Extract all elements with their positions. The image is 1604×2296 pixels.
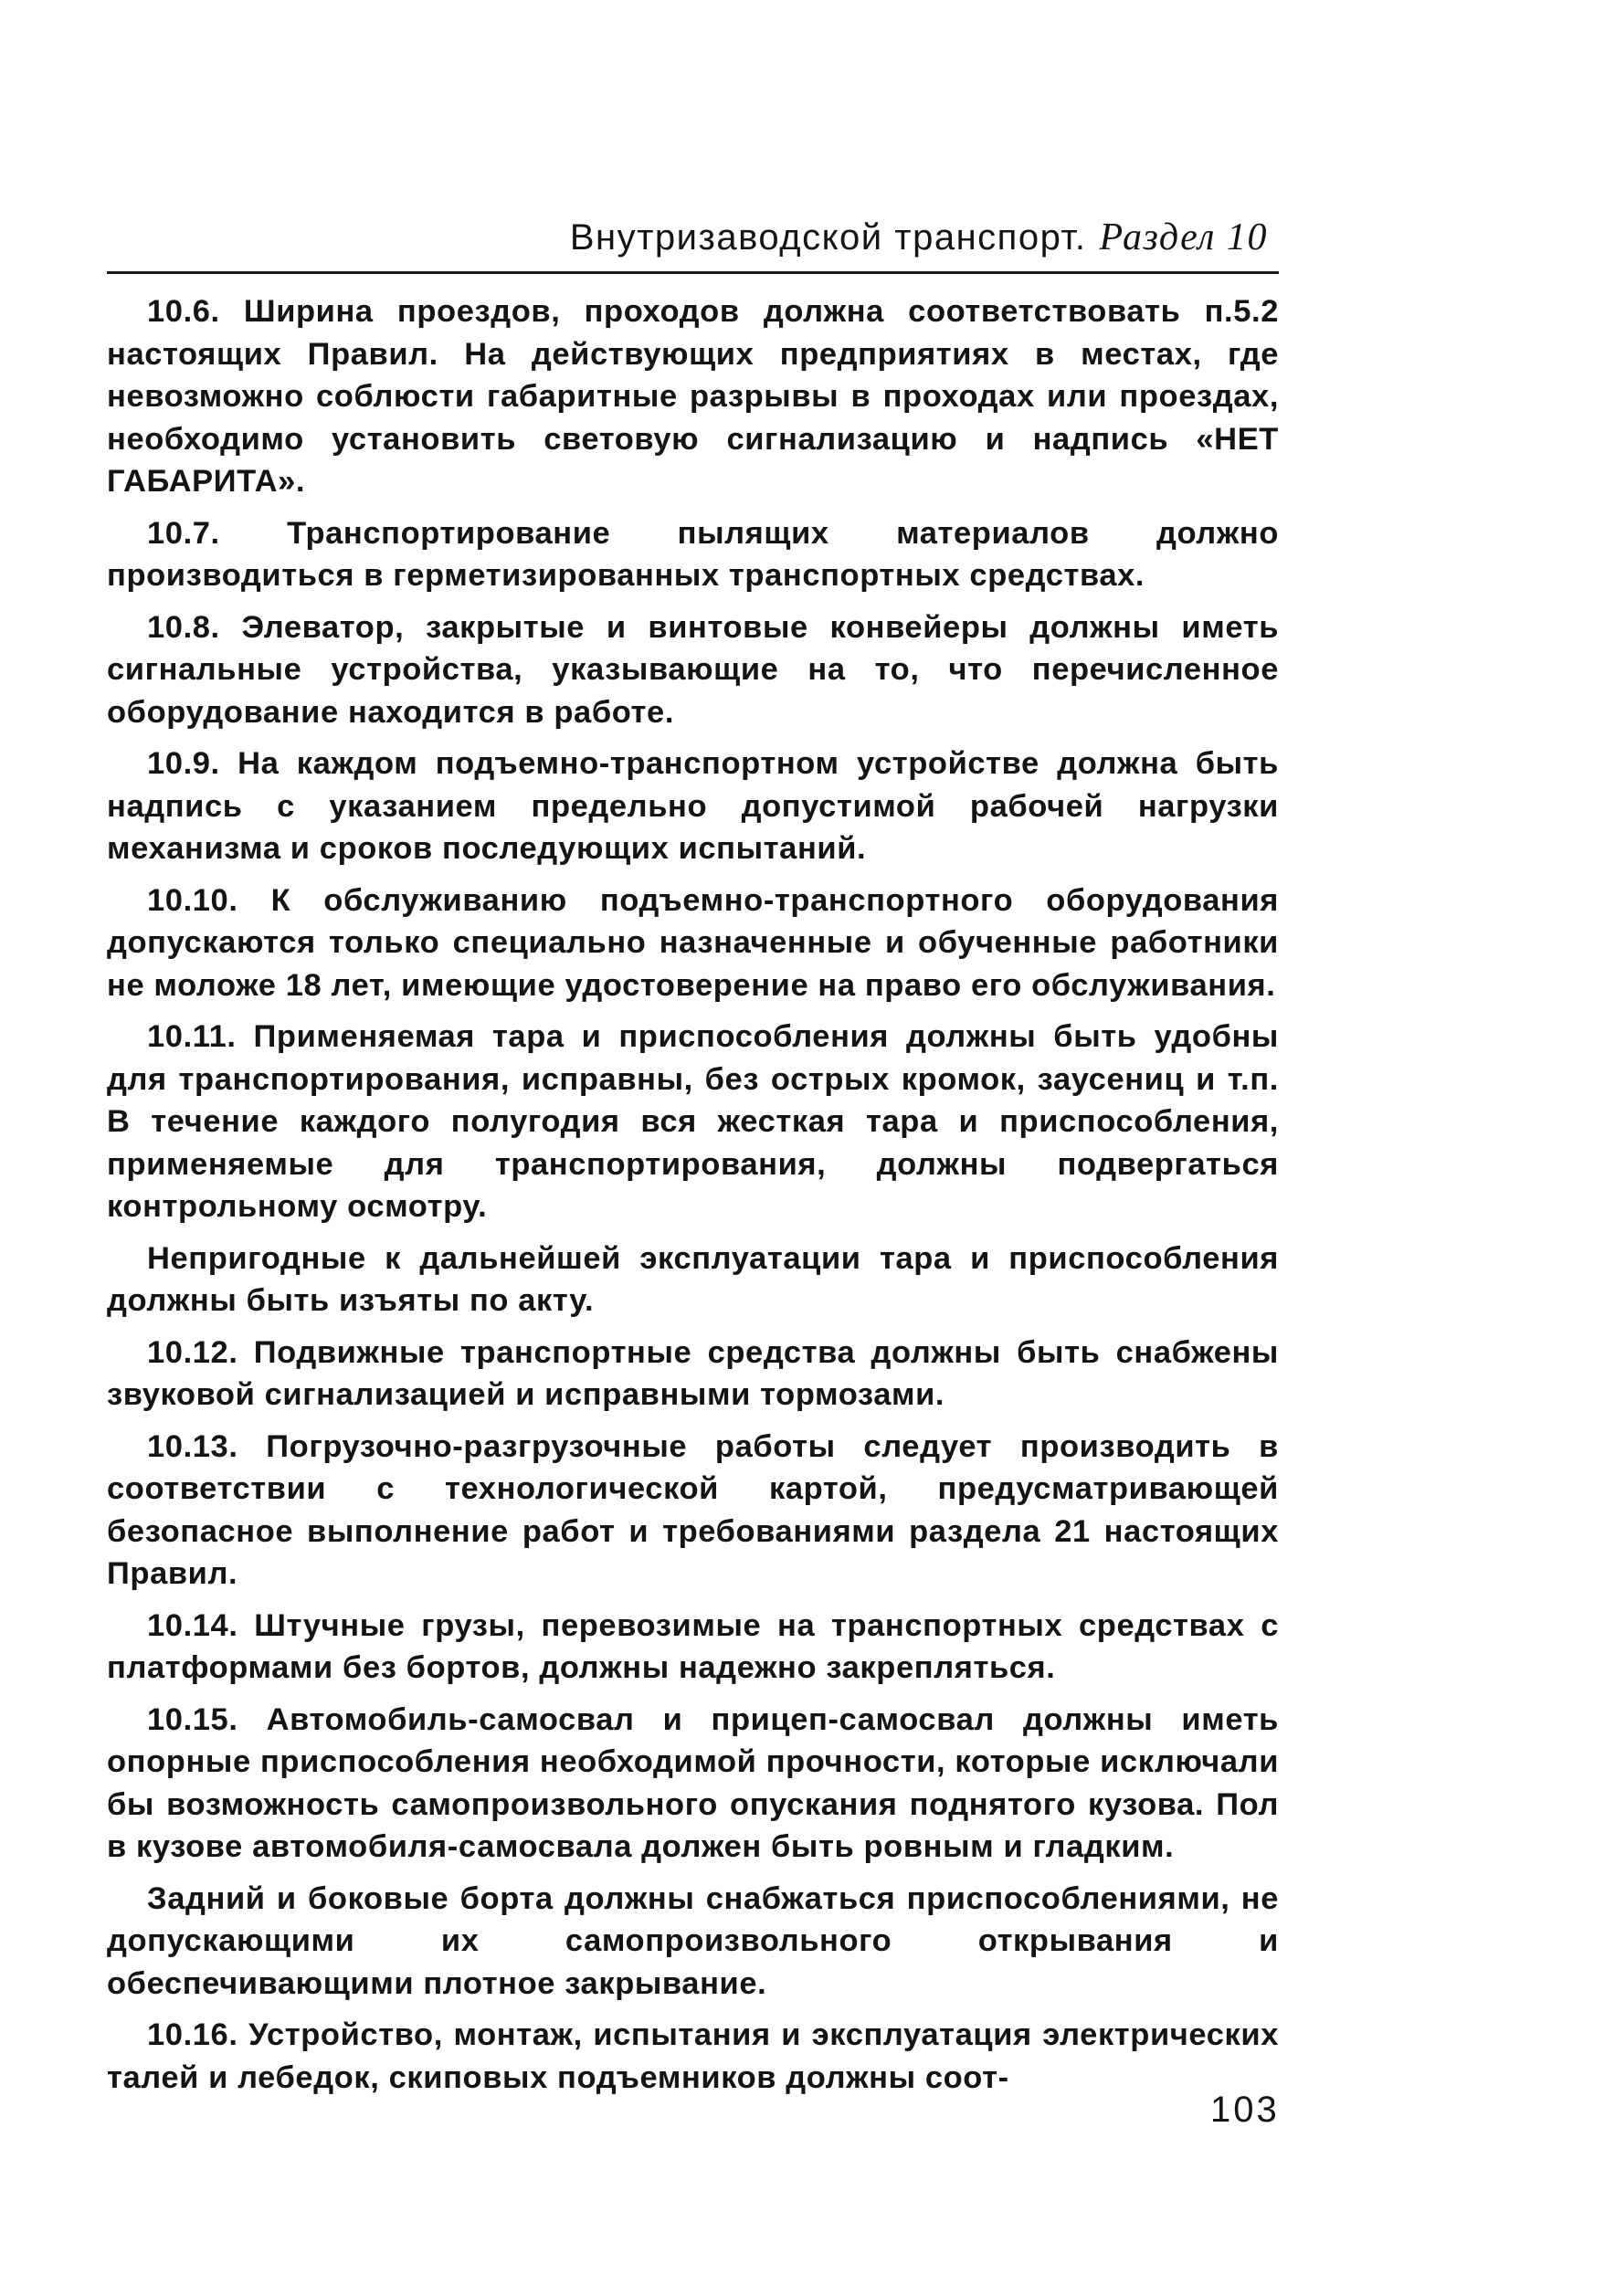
header-text <box>570 216 1268 259</box>
paragraph-10-10: 10.10. К обслуживанию подъемно-транспортного оборудования допускаются только специально назначенные и обученные работники не моложе 18 лет, имеющие удостоверение на право его обслуживания. <box>107 882 1279 1003</box>
paragraph-10-9: 10.9. На каждом подъемно-транспортном устройстве должна быть надпись с указанием предельно допустимой рабочей нагрузки механизма и сроков последующих испытаний. <box>107 746 1279 866</box>
paragraph-10-14: 10.14. Штучные грузы, перевозимые на транспортных средствах с платформами без бортов, должны надежно закрепляться. <box>107 1607 1279 1685</box>
book-page <box>107 201 1279 2108</box>
paragraph-10-15: 10.15. Автомобиль-самосвал и прицеп-самосвал должны иметь опорные приспособления необходимой прочности, которые исключали бы возможность самопроизвольного опускания поднятого кузова. Пол в кузове автомобиля-самосвала должен быть ровным и гладким. <box>107 1701 1279 1864</box>
paragraph-10-7: 10.7. Транспортирование пылящих материалов должно производиться в герметизированных транспортных средствах. <box>107 515 1279 593</box>
paragraph-10-16: 10.16. Устройство, монтаж, испытания и эксплуатация электрических талей и лебедок, скиповых подъемников должны соот- <box>107 2017 1279 2095</box>
paragraph-10-11-continued: Непригодные к дальнейшей эксплуатации тара и приспособления должны быть изъяты по акту. <box>107 1240 1279 1318</box>
header-section: Раздел 10 <box>1099 216 1268 258</box>
paragraph-10-8: 10.8. Элеватор, закрытые и винтовые конвейеры должны иметь сигнальные устройства, указывающие на то, что перечисленное оборудование находится в работе. <box>107 609 1279 730</box>
paragraph-10-11: 10.11. Применяемая тара и приспособления должны быть удобны для транспортирования, исправны, без острых кромок, заусениц и т.п. В течение каждого полугодия вся жесткая тара и приспособления, применяемые для транспортирования, должны подвергаться контрольному осмотру. <box>107 1019 1279 1224</box>
running-header <box>107 201 1279 274</box>
paragraph-10-12: 10.12. Подвижные транспортные средства должны быть снабжены звуковой сигнализацией и исправными тормозами. <box>107 1334 1279 1412</box>
body-text <box>107 290 1279 2099</box>
paragraph-10-6: 10.6. Ширина проездов, проходов должна соответствовать п.5.2 настоящих Правил. На действующих предприятиях в местах, где невозможно соблюсти габаритные разрывы в проходах или проездах, необходимо установить световую сигнализацию и надпись «НЕТ ГАБАРИТА». <box>107 294 1279 499</box>
paragraph-10-13: 10.13. Погрузочно-разгрузочные работы следует производить в соответствии с технологической картой, предусматривающей безопасное выполнение работ и требованиями раздела 21 настоящих Правил. <box>107 1428 1279 1591</box>
paragraph-10-15-continued: Задний и боковые борта должны снабжаться приспособлениями, не допускающими их самопроизвольного открывания и обеспечивающими плотное закрывание. <box>107 1880 1279 2001</box>
header-title: Внутризаводской транспорт. <box>569 217 1087 258</box>
page-number: 103 <box>1210 2090 1280 2130</box>
